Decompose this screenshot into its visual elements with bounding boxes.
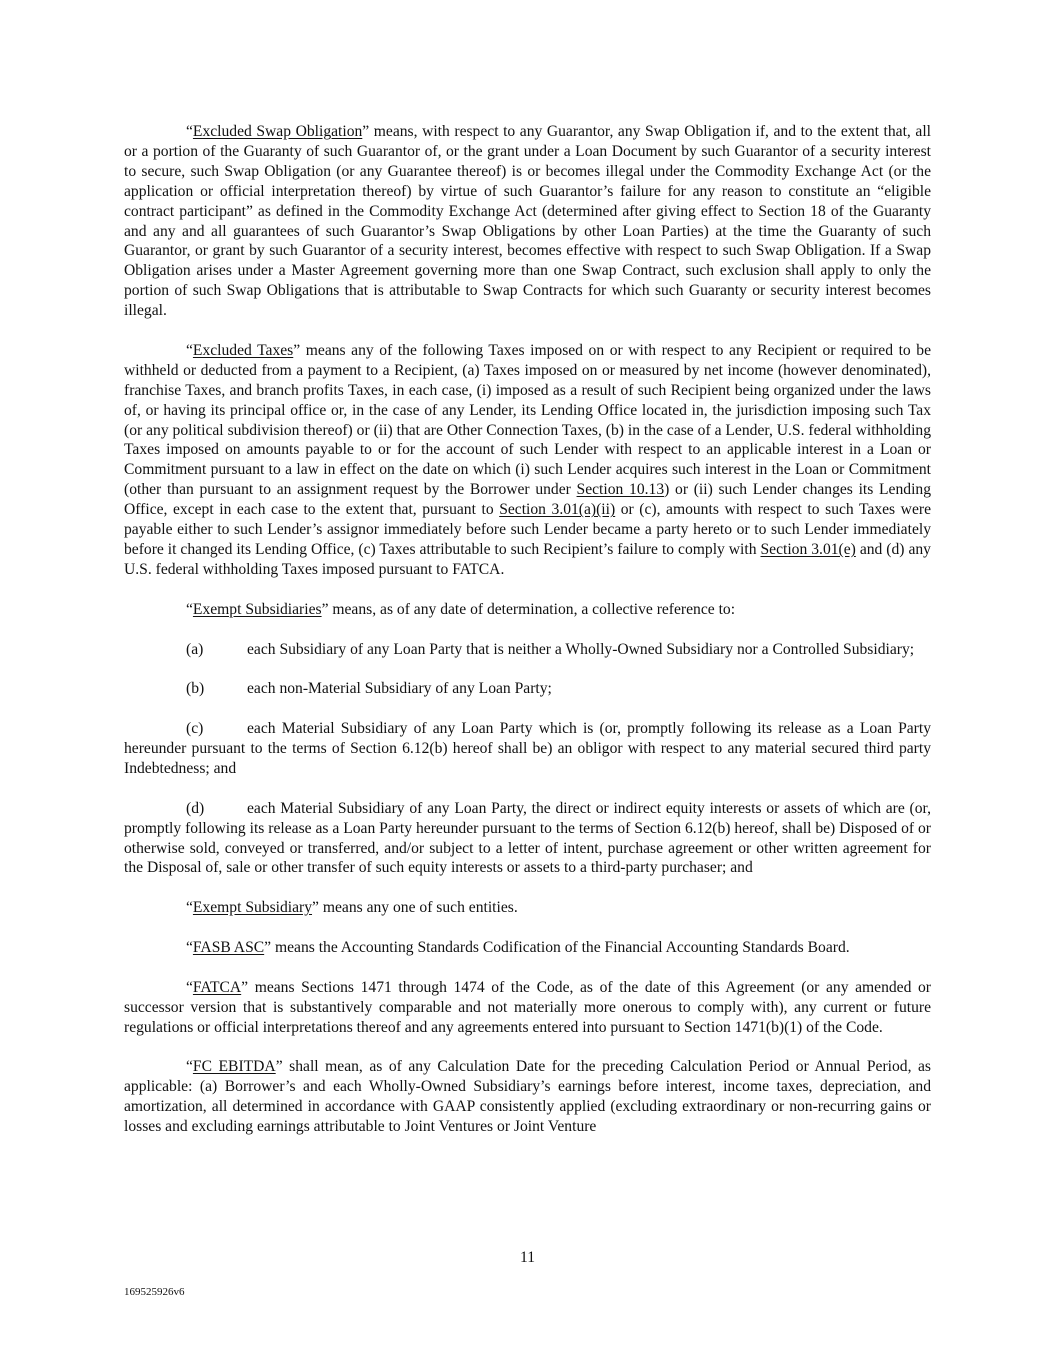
list-item-text: each non-Material Subsidiary of any Loan Party; (247, 680, 552, 698)
defined-term: FASB ASC (192, 939, 265, 957)
definition-fatca: “FATCA” means Sections 1471 through 1474 of the Code, as of the date of this Agreement (or any amended or successor version that is substantively comparable and not materially more onerous to comply with), any current or future regulations or official interpretations thereof and any agreements entered into pursuant to Section 1471(b)(1) of the Code. (124, 978, 931, 1036)
document-id: 169525926v6 (124, 1286, 185, 1298)
definition-text: and (d) any U.S. federal withholding Taxes imposed pursuant to FATCA. (124, 541, 931, 578)
definition-text: means any of the following Taxes imposed on or with respect to any Recipient or required to be withheld or deducted from a payment to a Recipient, (a) Taxes imposed on or measured by net income (however denominated), franchise Taxes, and branch profits Taxes, in each case, (i) imposed as a result of such Recipient being organized under the laws of, or having its principal office or, in the case of any Lender, its Lending Office located in, the jurisdiction imposing such Tax (or any political subdivision thereof) or (ii) that are Other Connection Taxes, (b) in the case of a Lender, U.S. federal withholding Taxes imposed on amounts payable to or for the account of such Lender with respect to an applicable interest in a Loan or Commitment pursuant to a law in effect on the date on which (i) such Lender acquires such interest in the Loan or Commitment (other than pursuant to an assignment request by the Borrower under (124, 341, 932, 499)
definition-text: means, as of any date of determination, a collective reference to: (328, 600, 736, 618)
section-reference: Section 3.01(e) (760, 541, 856, 559)
defined-term: FC EBITDA (192, 1058, 276, 1076)
list-item-text: each Subsidiary of any Loan Party that is neither a Wholly-Owned Subsidiary nor a Controlled Subsidiary; (247, 640, 915, 658)
definition-text: means Sections 1471 through 1474 of the Code, as of the date of this Agreement (or any amended or successor version that is substantively comparable and not materially more onerous to comply with), any current or future regulations or official interpretations thereof and any agreements entered into pursuant to Section 1471(b)(1) of the Code. (124, 978, 931, 1036)
definitions-section (124, 122, 931, 620)
definition-text: means, with respect to any Guarantor, any Swap Obligation if, and to the extent that, all or a portion of the Guaranty of such Guarantor of, or the grant under a Loan Document by such Guarantor of a security interest to secure, such Swap Obligation (or any Guarantee thereof) is or becomes illegal under the Commodity Exchange Act (or the application or official interpretation thereof) by virtue of such Guarantor’s failure for any reason to constitute an “eligible contract participant” as defined in the Commodity Exchange Act (determined after giving effect to Section 18 of the Guaranty and any and all guarantees of such Guarantor’s Swap Obligations by other Loan Parties) at the time the Guaranty of such Guarantor, or grant by such Guarantor of a security interest, becomes effective with respect to such Swap Obligation. If a Swap Obligation arises under a Master Agreement governing more than one Swap Contract, such exclusion shall apply to only the portion of such Swap Obligations that is attributable to Swap Contracts for which such Guaranty or security interest becomes illegal. (124, 123, 931, 320)
defined-term: Excluded Taxes (192, 341, 294, 359)
page-number: 11 (519, 1249, 535, 1266)
list-item-marker: (b) (186, 680, 205, 698)
definitions-section-continued (124, 898, 931, 1137)
list-item-marker: (d) (186, 799, 205, 817)
definition-fc-ebitda: “FC EBITDA” shall mean, as of any Calculation Date for the preceding Calculation Period or Annual Period, as applicable: (a) Borrower’s and each Wholly-Owned Subsidiary’s earnings before interest, income taxes, depreciation, and amortization, all determined in accordance with GAAP consistently applied (excluding extraordinary or non-recurring gains or losses and excluding earnings attributable to Joint Ventures or Joint Venture (124, 1058, 931, 1136)
definition-text: means any one of such entities. (318, 899, 518, 917)
definition-text: ) or (ii) such Lender changes its Lending Office, except in each case to the extent that, pursuant to (124, 481, 931, 519)
section-reference: Section 3.01(a)(ii) (499, 501, 616, 519)
list-item-marker: (c) (186, 720, 204, 738)
definition-excluded-taxes: “Excluded Taxes” means any of the following Taxes imposed on or with respect to any Recipient or required to be withheld or deducted from a payment to a Recipient, (a) Taxes imposed on or measured by net income (however denominated), franchise Taxes, and branch profits Taxes, in each case, (i) imposed as a result of such Recipient being organized under the laws of, or having its principal office or, in the case of any Lender, its Lending Office located in, the jurisdiction imposing such Tax (or any political subdivision thereof) or (ii) that are Other Connection Taxes, (b) in the case of a Lender, U.S. federal withholding Taxes imposed on amounts payable to or for the account of such Lender with respect to an applicable interest in a Loan or Commitment pursuant to a law in effect on the date on which (i) such Lender acquires such interest in the Loan or Commitment (other than pursuant to an assignment request by the Borrower under Section 10.13) or (ii) such Lender changes its Lending Office, except in each case to the extent that, pursuant to Section 3.01(a)(ii) or (c), amounts with respect to such Taxes were payable either to such Lender’s assignor immediately before such Lender became a party hereto or to such Lender immediately before it changed its Lending Office, (c) Taxes attributable to such Recipient’s failure to comply with Section 3.01(e) and (d) any U.S. federal withholding Taxes imposed pursuant to FATCA. (124, 341, 932, 578)
defined-term: Exempt Subsidiary (192, 899, 313, 917)
definition-exempt-subsidiary: “Exempt Subsidiary” means any one of such entities. (186, 899, 518, 917)
list-item-marker: (a) (186, 640, 204, 658)
definition-exempt-subsidiaries: “Exempt Subsidiaries” means, as of any date of determination, a collective reference to: (186, 600, 736, 618)
definition-text: shall mean, as of any Calculation Date for the preceding Calculation Period or Annual Period, as applicable: (a) Borrower’s and each Wholly-Owned Subsidiary’s earnings before interest, income taxes, depreciation, and amortization, all determined in accordance with GAAP consistently applied (excluding extraordinary or non-recurring gains or losses and excluding earnings attributable to Joint Ventures or Joint Venture (124, 1058, 931, 1136)
exempt-subsidiaries-list (124, 640, 931, 879)
list-item (124, 719, 931, 779)
section-reference: Section 10.13 (576, 481, 665, 499)
document-page (124, 122, 931, 1157)
defined-term: FATCA (192, 978, 242, 996)
definition-text: means the Accounting Standards Codification of the Financial Accounting Standards Board. (271, 939, 850, 957)
list-item-text: each Material Subsidiary of any Loan Party which is (or, promptly following its release as a Loan Party hereunder pursuant to the terms of Section 6.12(b) hereof shall be) an obligor with respect to any material secured third party Indebtedness; and (124, 720, 931, 777)
definition-fasb-asc: “FASB ASC” means the Accounting Standards Codification of the Financial Accounting Standards Board. (186, 939, 850, 957)
list-item (124, 640, 931, 660)
list-item (124, 679, 931, 699)
defined-term: Excluded Swap Obligation (192, 123, 363, 140)
list-item-text: each Material Subsidiary of any Loan Party, the direct or indirect equity interests or assets of which are (or, promptly following its release as a Loan Party hereunder pursuant to the terms of Section 6.12(b) hereof, shall be) Disposed of or otherwise sold, conveyed or transferred, and/or subject to a letter of intent, purchase agreement or other written agreement for the Disposal of, sale or other transfer of such equity interests or assets to a third-party purchaser; and (124, 799, 931, 877)
definition-excluded-swap-obligation: “Excluded Swap Obligation” means, with respect to any Guarantor, any Swap Obligation if, and to the extent that, all or a portion of the Guaranty of such Guarantor of, or the grant under a Loan Document by such Guarantor of a security interest to secure, such Swap Obligation (or any Guarantee thereof) is or becomes illegal under the Commodity Exchange Act (or the application or official interpretation thereof) by virtue of such Guarantor’s failure for any reason to constitute an “eligible contract participant” as defined in the Commodity Exchange Act (determined after giving effect to Section 18 of the Guaranty and any and all guarantees of such Guarantor’s Swap Obligations by other Loan Parties) at the time the Guaranty of such Guarantor, or grant by such Guarantor of a security interest, becomes effective with respect to such Swap Obligation. If a Swap Obligation arises under a Master Agreement governing more than one Swap Contract, such exclusion shall apply to only the portion of such Swap Obligations that is attributable to Swap Contracts for which such Guaranty or security interest becomes illegal. (124, 123, 931, 320)
definition-text: or (c), amounts with respect to such Taxes were payable either to such Lender’s assignor immediately before such Lender became a party hereto or to such Lender immediately before it changed its Lending Office, (c) Taxes attributable to such Recipient’s failure to comply with (124, 501, 931, 559)
defined-term: Exempt Subsidiaries (192, 600, 322, 618)
list-item (124, 799, 931, 879)
